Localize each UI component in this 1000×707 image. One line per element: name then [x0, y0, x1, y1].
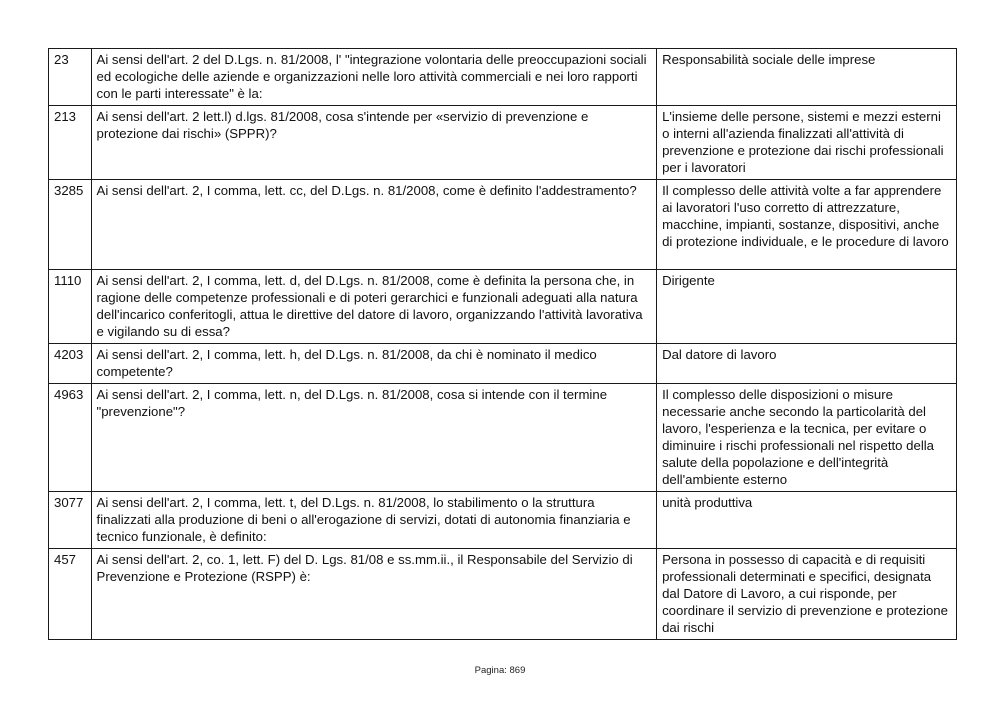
question-text: Ai sensi dell'art. 2 lett.l) d.lgs. 81/2008, cosa s'intende per «servizio di prevenzione e protezione dai rischi» (SPPR)?: [91, 106, 657, 180]
table-row: [49, 492, 957, 549]
answer-text: Persona in possesso di capacità e di requisiti professionali determinati e specifici, designata dal Datore di Lavoro, a cui risponde, per coordinare il servizio di prevenzione e protezione dai rischi: [657, 549, 957, 640]
answer-text: Dirigente: [657, 270, 957, 344]
answer-text: Responsabilità sociale delle imprese: [657, 49, 957, 106]
answer-text: Il complesso delle disposizioni o misure necessarie anche secondo la particolarità del lavoro, l'esperienza e la tecnica, per evitare o diminuire i rischi professionali nel rispetto della salute della popolazione e dell'integrità dell'ambiente esterno: [657, 384, 957, 492]
question-id: 4963: [49, 384, 92, 492]
table-row: [49, 549, 957, 640]
table-row: [49, 384, 957, 492]
question-id: 3077: [49, 492, 92, 549]
question-text: Ai sensi dell'art. 2, I comma, lett. h, del D.Lgs. n. 81/2008, da chi è nominato il medico competente?: [91, 344, 657, 384]
table-row: [49, 180, 957, 270]
table-row: [49, 106, 957, 180]
answer-text: unità produttiva: [657, 492, 957, 549]
table-row: [49, 344, 957, 384]
question-text: Ai sensi dell'art. 2, I comma, lett. t, del D.Lgs. n. 81/2008, lo stabilimento o la struttura finalizzati alla produzione di beni o all'erogazione di servizi, dotati di autonomia finanziaria e tecnico funzionale, è definito:: [91, 492, 657, 549]
answer-text: Il complesso delle attività volte a far apprendere ai lavoratori l'uso corretto di attrezzature, macchine, impianti, sostanze, dispositivi, anche di protezione individuale, e le procedure di lavoro: [657, 180, 957, 270]
question-text: Ai sensi dell'art. 2, I comma, lett. cc, del D.Lgs. n. 81/2008, come è definito l'addestramento?: [91, 180, 657, 270]
question-text: Ai sensi dell'art. 2, co. 1, lett. F) del D. Lgs. 81/08 e ss.mm.ii., il Responsabile del Servizio di Prevenzione e Protezione (RSPP) è:: [91, 549, 657, 640]
question-text: Ai sensi dell'art. 2, I comma, lett. d, del D.Lgs. n. 81/2008, come è definita la persona che, in ragione delle competenze professionali e di poteri gerarchici e funzionali adeguati alla natura dell'incarico conferitogli, attua le direttive del datore di lavoro, organizzando l'attività lavorativa e vigilando su di essa?: [91, 270, 657, 344]
question-id: 1110: [49, 270, 92, 344]
answer-text: Dal datore di lavoro: [657, 344, 957, 384]
question-id: 4203: [49, 344, 92, 384]
question-id: 213: [49, 106, 92, 180]
question-id: 3285: [49, 180, 92, 270]
question-text: Ai sensi dell'art. 2 del D.Lgs. n. 81/2008, l' "integrazione volontaria delle preoccupazioni sociali ed ecologiche delle aziende e organizzazioni nelle loro attività commerciali e nei loro rapporti con le parti interessate" è la:: [91, 49, 657, 106]
question-text: Ai sensi dell'art. 2, I comma, lett. n, del D.Lgs. n. 81/2008, cosa si intende con il termine "prevenzione"?: [91, 384, 657, 492]
table-row: [49, 270, 957, 344]
question-id: 23: [49, 49, 92, 106]
question-id: 457: [49, 549, 92, 640]
page-number: Pagina: 869: [474, 665, 526, 676]
table-row: [49, 49, 957, 106]
answer-text: L'insieme delle persone, sistemi e mezzi esterni o interni all'azienda finalizzati all'attività di prevenzione e protezione dai rischi professionali per i lavoratori: [657, 106, 957, 180]
questions-table: [48, 48, 957, 640]
